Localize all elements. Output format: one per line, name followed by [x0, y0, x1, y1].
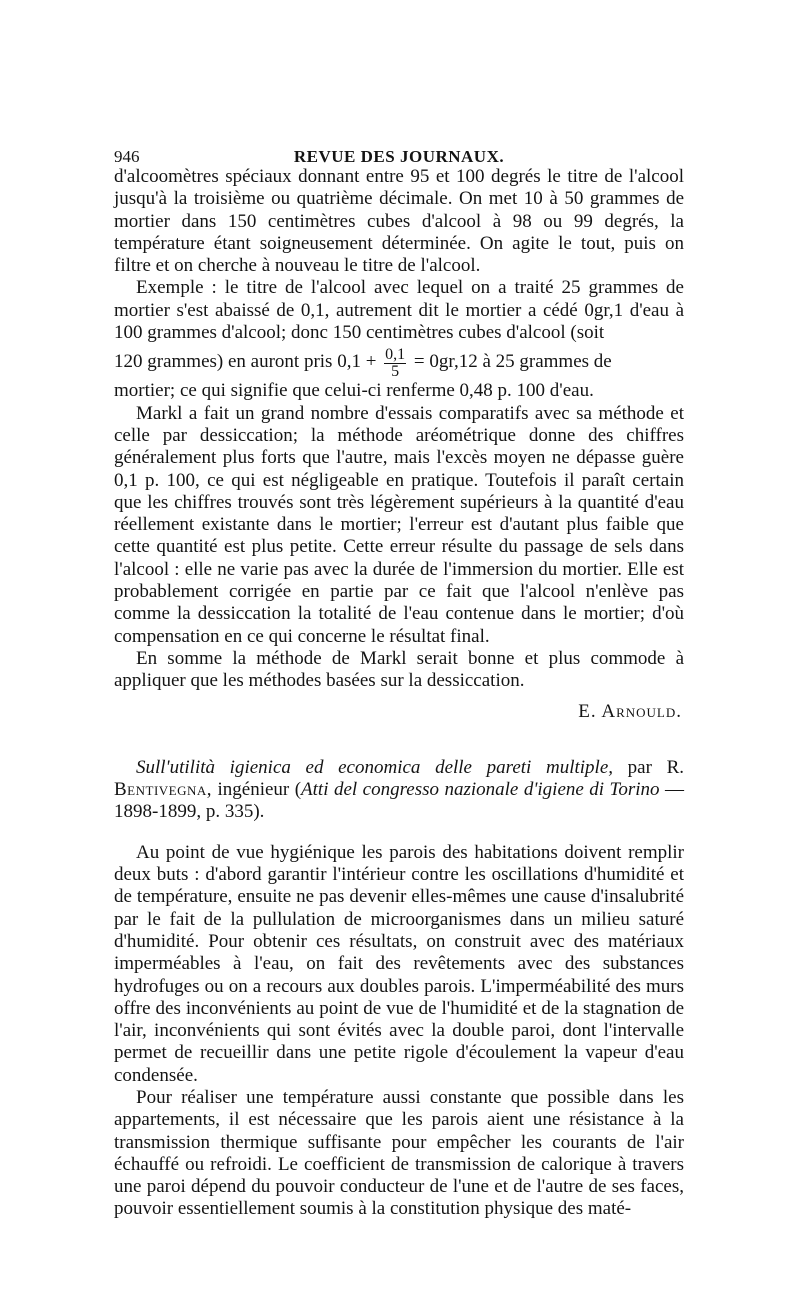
fraction: [384, 347, 406, 380]
formula-after: = 0gr,12 à 25 grammes de: [413, 351, 612, 373]
paragraph: En somme la méthode de Markl serait bonne et plus commode à appliquer que les méthodes basées sur la dessiccation.: [114, 647, 684, 692]
review-tail: — 1898-1899, p. 335).: [114, 779, 685, 823]
running-header: [114, 140, 684, 166]
paragraph: Au point de vue hygiénique les parois des habitations doivent remplir deux buts : d'abord garantir l'intérieur contre les oscillations d'humidité et de température, ensuite ne pas devenir elles-mêmes une cause d'insalubrité par le fait de la pullulation de microorganismes dans un milieu saturé d'humidité. Pour obtenir ces résultats, on construit avec des matériaux imperméables à l'eau, on fait des revêtements avec des substances hydrofuges ou on a recours aux doubles parois. L'imperméabilité des murs offre des inconvénients au point de vue de l'humidité et de la stagnation de l'air, inconvénients qui sont évités avec la double paroi, dont l'intervalle permet de recueillir dans une petite rigole d'écoulement la vapeur d'eau condensée.: [114, 841, 684, 1086]
review-by: par R.: [613, 756, 684, 778]
paragraph: Pour réaliser une température aussi constante que possible dans les appartements, il est nécessaire que les parois aient une résistance à la transmission thermique suffisante pour empêcher les courants de l'air échauffé ou refroidi. Le coefficient de transmission de calorique à travers une paroi dépend du pouvoir conducteur de l'une et de l'autre de ses faces, pouvoir essentiellement soumis à la constitution physique des maté-: [114, 1086, 684, 1220]
fraction-denominator: 5: [391, 362, 400, 380]
formula-line: [114, 344, 684, 380]
review-author: Bentivegna,: [114, 779, 213, 801]
paragraph: mortier; ce qui signifie que celui-ci renferme 0,48 p. 100 d'eau.: [114, 380, 594, 402]
document-page: [114, 140, 684, 1221]
review-role: ingénieur (: [212, 779, 302, 801]
page-number: 946: [114, 147, 140, 166]
formula-before: 120 grammes) en auront pris 0,1 +: [114, 351, 377, 373]
fraction-numerator: 0,1: [385, 345, 406, 363]
signature: E. Arnould.: [578, 700, 682, 722]
review-source: Atti del congresso nazionale d'igiene di Torino: [301, 779, 660, 801]
review-title: Sull'utilità igienica ed economica delle pareti multiple,: [136, 756, 613, 778]
review-heading: [114, 757, 684, 824]
running-title: REVUE DES JOURNAUX.: [293, 147, 505, 166]
paragraph: Exemple : le titre de l'alcool avec lequel on a traité 25 grammes de mortier s'est abaissé de 0,1, autrement dit le mortier a cédé 0gr,1 d'eau à 100 grammes d'alcool; donc 150 centimètres cubes d'alcool (soit: [114, 277, 684, 344]
paragraph: d'alcoomètres spéciaux donnant entre 95 et 100 degrés le titre de l'alcool jusqu'à la troisième ou quatrième décimale. On met 10 à 50 grammes de mortier dans 150 centimètres cubes d'alcool à 98 ou 99 degrés, la température étant soigneusement déterminée. On agite le tout, puis on filtre et on cherche à nouveau le titre de l'alcool.: [114, 166, 684, 277]
paragraph: Markl a fait un grand nombre d'essais comparatifs avec sa méthode et celle par dessiccation; la méthode aréométrique donne des chiffres généralement plus forts que l'autre, mais l'excès moyen ne dépasse guère 0,1 p. 100, ce qui est négligeable en pratique. Toutefois il paraît certain que les chiffres trouvés sont très légèrement supérieurs à la quantité d'eau réellement existante dans le mortier; l'erreur est d'autant plus faible que cette quantité est plus petite. Cette erreur résulte du passage de sels dans l'alcool : elle ne varie pas avec la durée de l'immersion du mortier. Elle est probablement corrigée en partie par ce fait que l'alcool n'enlève pas comme la dessiccation la totalité de l'eau contenue dans le mortier; d'où compensation en ce qui concerne le résultat final.: [114, 402, 684, 647]
